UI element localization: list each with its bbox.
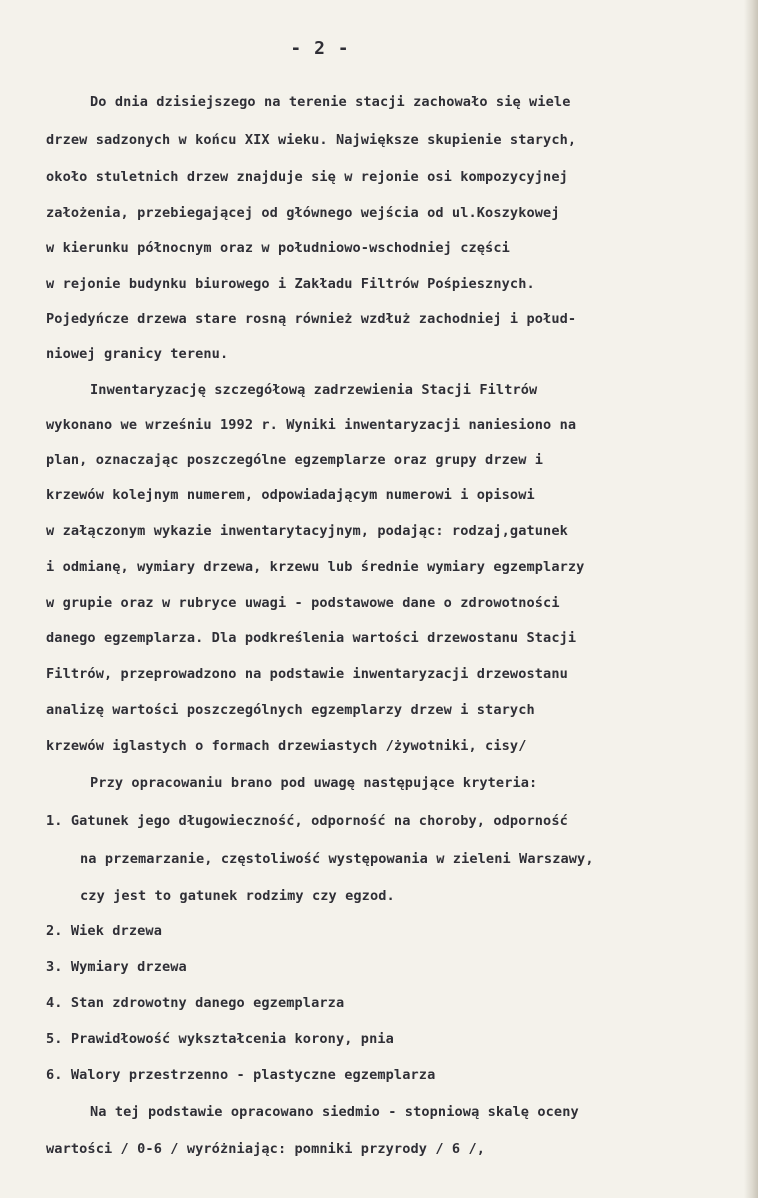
text-line: Filtrów, przeprowadzono na podstawie inwentaryzacji drzewostanu bbox=[46, 666, 568, 682]
text-line: krzewów iglastych o formach drzewiastych /żywotniki, cisy/ bbox=[46, 738, 527, 754]
text-line: Do dnia dzisiejszego na terenie stacji zachowało się wiele bbox=[90, 94, 571, 110]
text-line: w grupie oraz w rubryce uwagi - podstawowe dane o zdrowotności bbox=[46, 595, 560, 611]
paper-edge bbox=[744, 0, 758, 1198]
text-line: w załączonym wykazie inwentarytacyjnym, podając: rodzaj,gatunek bbox=[46, 523, 568, 539]
text-line: danego egzemplarza. Dla podkreślenia wartości drzewostanu Stacji bbox=[46, 630, 577, 646]
list-item: 4. Stan zdrowotny danego egzemplarza bbox=[46, 995, 345, 1011]
list-item: 6. Walory przestrzenno - plastyczne egzemplarza bbox=[46, 1067, 436, 1083]
text-line: około stuletnich drzew znajduje się w rejonie osi kompozycyjnej bbox=[46, 169, 568, 185]
text-line: analizę wartości poszczególnych egzemplarzy drzew i starych bbox=[46, 702, 535, 718]
page-number: - 2 - bbox=[290, 38, 350, 59]
text-line: w rejonie budynku biurowego i Zakładu Filtrów Pośpiesznych. bbox=[46, 276, 535, 292]
list-item-continuation: czy jest to gatunek rodzimy czy egzod. bbox=[80, 888, 395, 904]
text-line: i odmianę, wymiary drzewa, krzewu lub średnie wymiary egzemplarzy bbox=[46, 559, 585, 575]
text-line: założenia, przebiegającej od głównego wejścia od ul.Koszykowej bbox=[46, 205, 560, 221]
text-line: drzew sadzonych w końcu XIX wieku. Największe skupienie starych, bbox=[46, 132, 577, 148]
list-item-continuation: na przemarzanie, częstoliwość występowania w zieleni Warszawy, bbox=[80, 851, 594, 867]
list-item: 2. Wiek drzewa bbox=[46, 923, 162, 939]
text-line: Pojedyńcze drzewa stare rosną również wzdłuż zachodniej i połud- bbox=[46, 311, 577, 327]
text-line: wartości / 0-6 / wyróżniając: pomniki przyrody / 6 /, bbox=[46, 1141, 486, 1157]
text-line: w kierunku północnym oraz w południowo-wschodniej części bbox=[46, 240, 510, 256]
text-line: krzewów kolejnym numerem, odpowiadającym numerowi i opisowi bbox=[46, 487, 535, 503]
text-line: Na tej podstawie opracowano siedmio - stopniową skalę oceny bbox=[90, 1104, 579, 1120]
text-line: plan, oznaczając poszczególne egzemplarze oraz grupy drzew i bbox=[46, 452, 544, 468]
list-item: 5. Prawidłowość wykształcenia korony, pnia bbox=[46, 1031, 394, 1047]
list-item: 1. Gatunek jego długowieczność, odporność na choroby, odporność bbox=[46, 813, 568, 829]
list-item: 3. Wymiary drzewa bbox=[46, 959, 187, 975]
text-line: wykonano we wrześniu 1992 r. Wyniki inwentaryzacji naniesiono na bbox=[46, 417, 577, 433]
text-line: Inwentaryzację szczegółową zadrzewienia Stacji Filtrów bbox=[90, 382, 538, 398]
text-line: Przy opracowaniu brano pod uwagę następujące kryteria: bbox=[90, 775, 538, 791]
text-line: niowej granicy terenu. bbox=[46, 346, 229, 362]
